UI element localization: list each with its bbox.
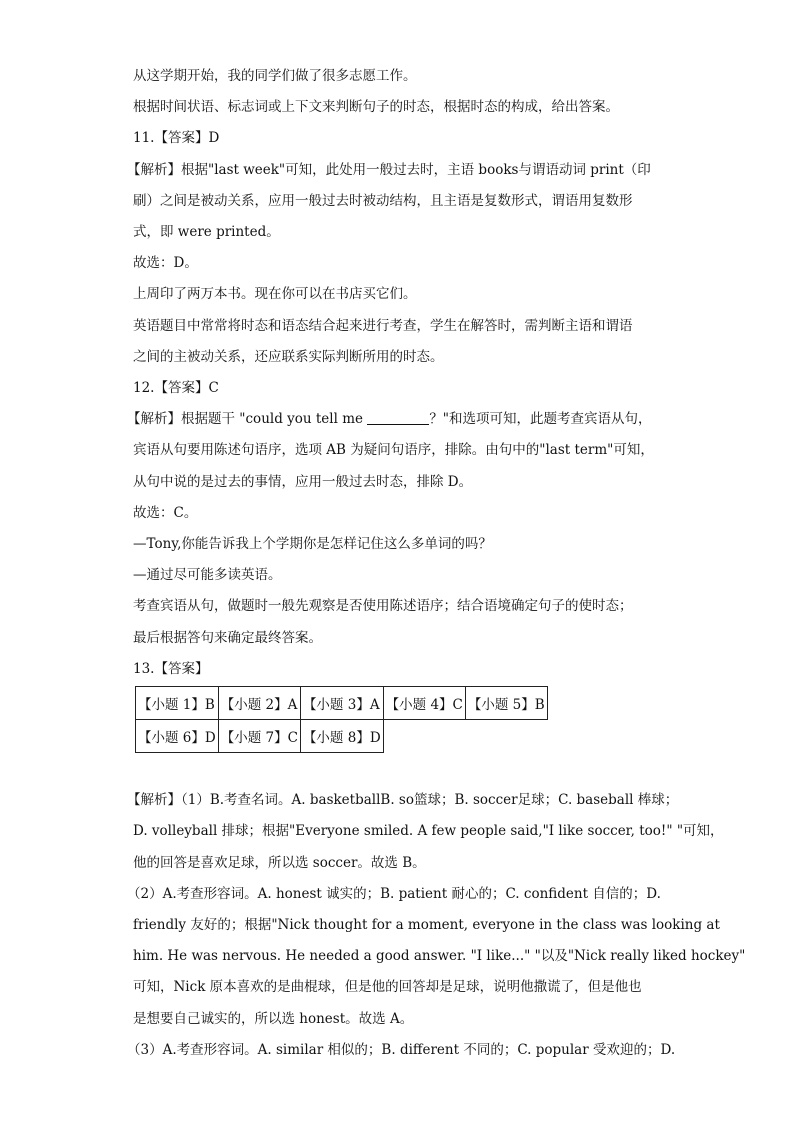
text-line: 故选：C。	[133, 505, 198, 521]
text-line: 宾语从句要用陈述句语序，选项 AB 为疑问句语序，排除。由句中的"last term"可知，	[133, 442, 654, 458]
text-line: him. He was nervous. He needed a good answer. "I like..." "以及"Nick really liked hockey"	[133, 948, 746, 964]
text-segment: ？"和选项可知，此题考查宾语从句，	[429, 411, 652, 427]
text-line: 他的回答是喜欢足球，所以选 soccer。故选 B。	[133, 855, 426, 871]
table-cell: 【小题 7】C	[218, 720, 300, 753]
text-line: 【解析】（1）B.考查名词。A. basketballB. so篮球；B. soccer足球；C. baseball 棒球；	[127, 792, 679, 808]
table-cell: 【小题 6】D	[136, 720, 219, 753]
question-13-answer: 13.【答案】	[133, 661, 209, 677]
text-line: 根据时间状语、标志词或上下文来判断句子的时态，根据时态的构成，给出答案。	[133, 99, 619, 115]
text-line: —通过尽可能多读英语。	[133, 567, 282, 583]
text-line: 最后根据答句来确定最终答案。	[133, 630, 322, 646]
text-line: 从句中说的是过去的事情，应用一般过去时态，排除 D。	[133, 474, 473, 490]
text-line: （2）A.考查形容词。A. honest 诚实的；B. patient 耐心的；C. confident 自信的；D.	[127, 886, 661, 902]
table-cell: 【小题 3】A	[300, 687, 383, 720]
text-line: 故选：D。	[133, 255, 198, 271]
text-line: friendly 友好的；根据"Nick thought for a moment, everyone in the class was looking at	[133, 917, 720, 933]
table-row	[136, 687, 548, 720]
table-cell: 【小题 4】C	[383, 687, 465, 720]
text-line: （3）A.考查形容词。A. similar 相似的；B. different 不同的；C. popular 受欢迎的；D.	[127, 1042, 676, 1058]
text-line: 式，即 were printed。	[133, 224, 280, 240]
text-line: 之间的主被动关系，还应联系实际判断所用的时态。	[133, 349, 444, 365]
text-line: —Tony,你能告诉我上个学期你是怎样记住这么多单词的吗？	[133, 536, 492, 552]
text-line: 英语题目中常常将时态和语态结合起来进行考查，学生在解答时，需判断主语和谓语	[133, 318, 633, 334]
table-cell: 【小题 8】D	[300, 720, 383, 753]
question-11-answer: 11.【答案】D	[133, 130, 220, 146]
text-line: 从这学期开始，我的同学们做了很多志愿工作。	[133, 68, 417, 84]
text-line: 是想要自己诚实的，所以选 honest。故选 A。	[133, 1011, 414, 1027]
text-line: 考查宾语从句，做题时一般先观察是否使用陈述语序；结合语境确定句子的使时态；	[133, 598, 633, 614]
text-line: 【解析】根据"last week"可知，此处用一般过去时，主语 books与谓语动词 print（印	[127, 162, 651, 178]
text-line	[127, 409, 652, 429]
text-segment: 【解析】根据题干 "could you tell me	[127, 411, 364, 427]
blank-underline	[367, 410, 429, 425]
table-cell: 【小题 2】A	[218, 687, 300, 720]
answer-table	[135, 686, 548, 753]
table-cell: 【小题 5】B	[465, 687, 547, 720]
table-cell: 【小题 1】B	[136, 687, 219, 720]
question-12-answer: 12.【答案】C	[133, 380, 219, 396]
text-line: 上周印了两万本书。现在你可以在书店买它们。	[133, 286, 417, 302]
table-row	[136, 720, 548, 753]
text-line: 刷）之间是被动关系，应用一般过去时被动结构，且主语是复数形式，谓语用复数形	[133, 193, 633, 209]
text-line: D. volleyball 排球；根据"Everyone smiled. A few people said,"I like soccer, too!" "可知，	[133, 823, 724, 839]
text-line: 可知，Nick 原本喜欢的是曲棍球，但是他的回答却是足球，说明他撒谎了，但是他也	[133, 979, 642, 995]
